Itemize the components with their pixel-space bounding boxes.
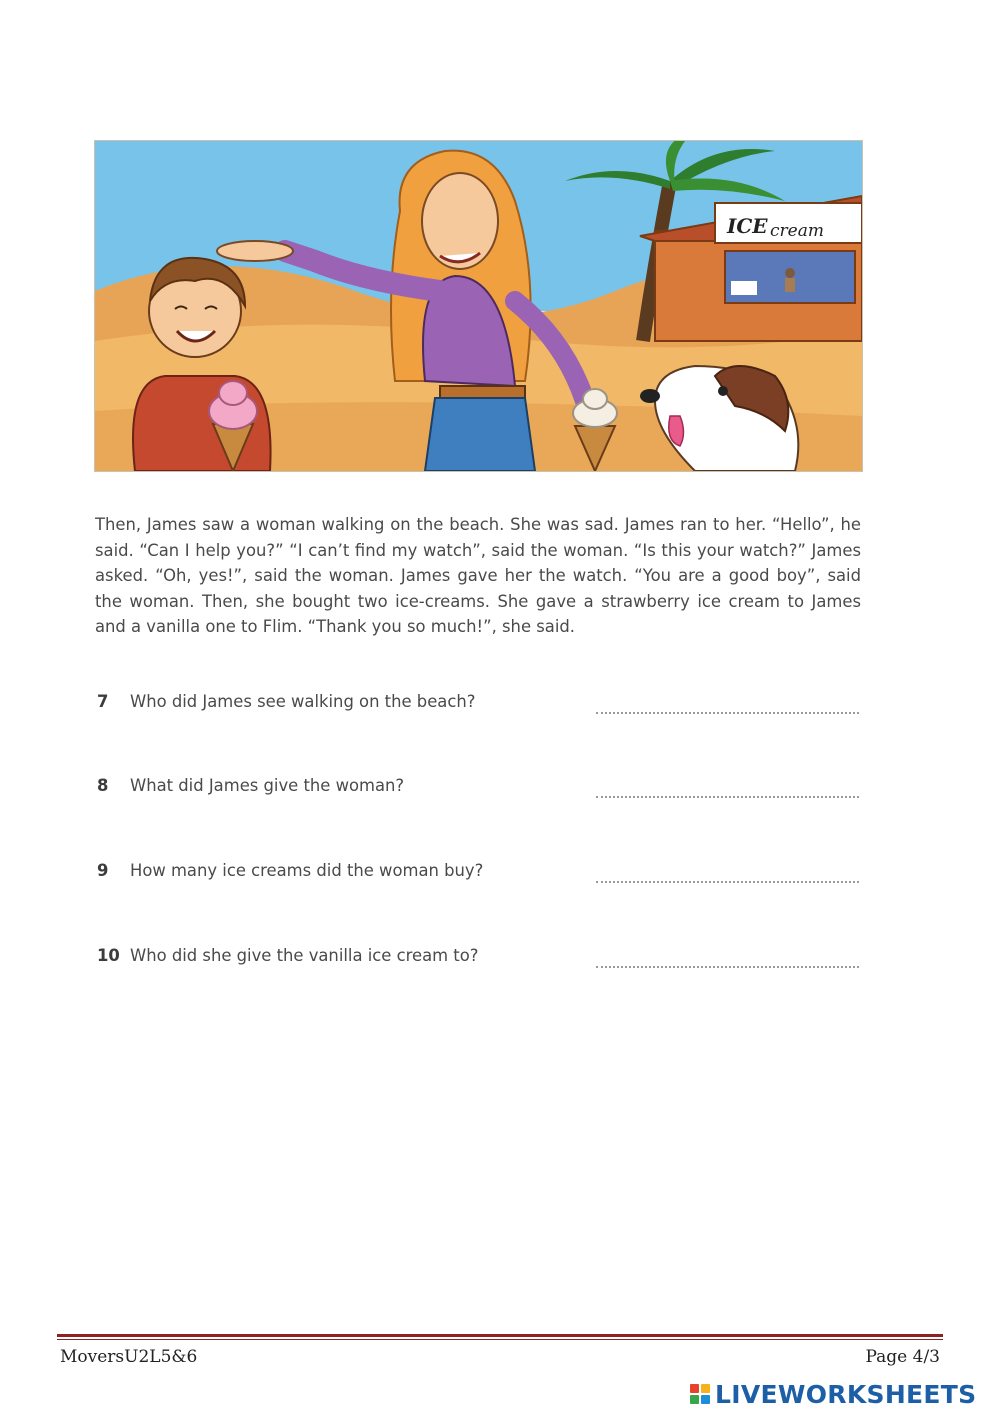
footer-document-code: MoversU2L5&6 [60, 1347, 198, 1367]
story-illustration [94, 140, 863, 472]
question-number: 7 [97, 692, 109, 711]
footer-divider-thin [57, 1339, 943, 1340]
question-text: Who did James see walking on the beach? [130, 692, 476, 711]
answer-field-10[interactable] [596, 946, 859, 968]
liveworksheets-logo [690, 1378, 976, 1410]
question-number: 8 [97, 776, 109, 795]
question-9 [97, 857, 867, 887]
liveworksheets-wordmark: LIVEWORKSHEETS [715, 1379, 977, 1409]
question-number: 9 [97, 861, 109, 880]
question-text: How many ice creams did the woman buy? [130, 861, 484, 880]
footer-divider [57, 1334, 943, 1337]
question-text: What did James give the woman? [130, 776, 405, 795]
question-8 [97, 772, 867, 802]
liveworksheets-logo-icon [690, 1384, 710, 1404]
story-paragraph: Then, James saw a woman walking on the beach. She was sad. James ran to her. “Hello”, he said. “Can I help you?” “I can’t find my watch”, said the woman. “Is this your watch?” James asked. “Oh, yes!”, said the woman. James gave her the watch. “You are a good boy”, said the woman. Then, she bought two ice-creams. She gave a strawberry ice cream to James and a vanilla one to Flim. “Thank you so much!”, she said. [95, 515, 861, 637]
footer-page-number: Page 4/3 [865, 1347, 940, 1367]
logo-square-green [690, 1395, 699, 1404]
logo-square-blue [701, 1395, 710, 1404]
question-number: 10 [97, 946, 120, 965]
logo-square-red [690, 1384, 699, 1393]
logo-square-yellow [701, 1384, 710, 1393]
answer-field-9[interactable] [596, 861, 859, 883]
kiosk-sign-word-2: cream [770, 221, 824, 241]
question-text: Who did she give the vanilla ice cream to? [130, 946, 479, 965]
answer-field-7[interactable] [596, 692, 859, 714]
answer-field-8[interactable] [596, 776, 859, 798]
question-10 [97, 942, 867, 972]
kiosk-sign-word-1: ICE [727, 214, 768, 238]
question-7 [97, 688, 867, 718]
